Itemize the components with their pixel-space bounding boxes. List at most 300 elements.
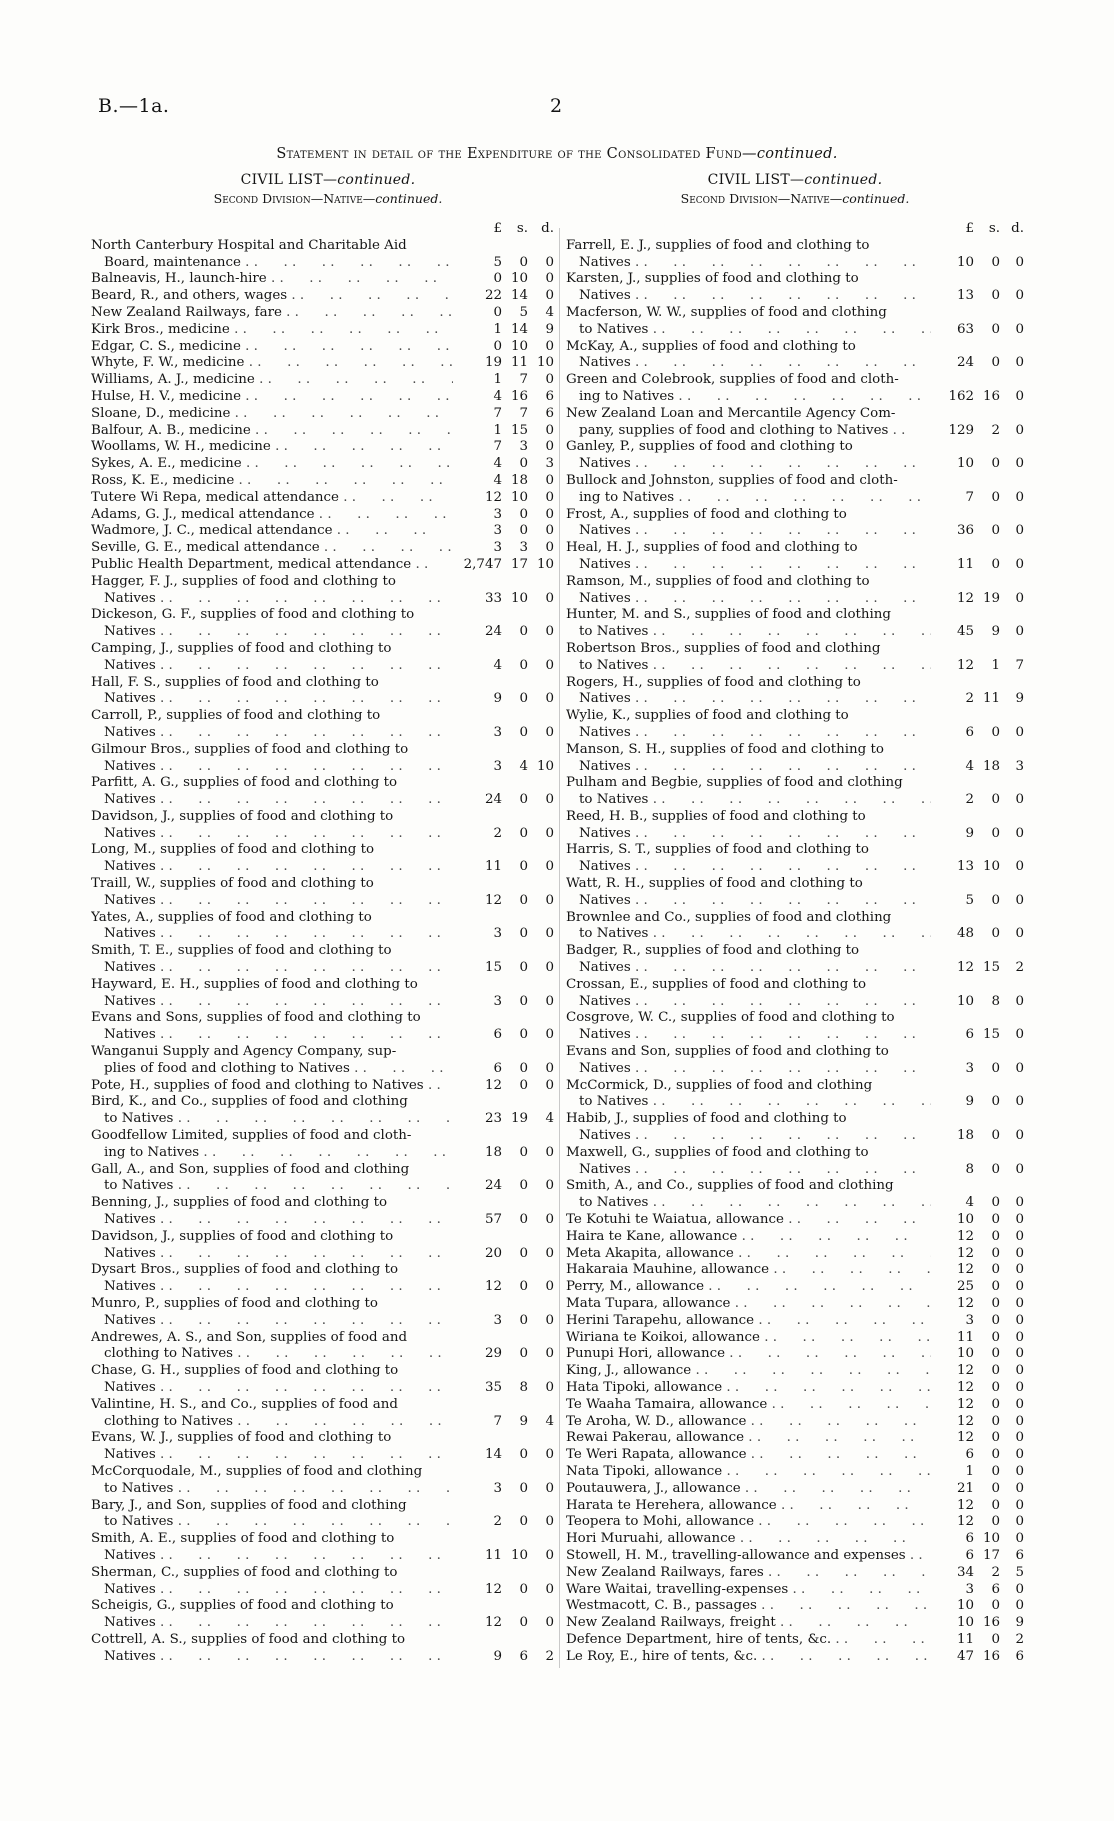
list-item-line <box>91 893 554 910</box>
entry-amount-spacer <box>931 708 1024 725</box>
entry-pounds: 1 <box>493 422 502 438</box>
entry-shillings: 0 <box>519 792 528 808</box>
entry-pounds: 7 <box>965 489 974 505</box>
entry-pounds: 4 <box>965 758 974 774</box>
list-item-line <box>566 691 1024 708</box>
entry-shillings: 0 <box>991 1329 1000 1345</box>
list-item-line <box>566 792 1024 809</box>
entry-amount-spacer <box>453 1010 554 1027</box>
entry-shillings: 0 <box>519 456 528 472</box>
entry-pounds: 63 <box>956 321 974 337</box>
entry-description: Green and Colebrook, supplies of food and cloth- <box>566 372 899 388</box>
entry-description: Gall, A., and Son, supplies of food and clothing <box>91 1161 410 1177</box>
list-item-line <box>91 1531 554 1548</box>
list-item-line <box>566 960 1024 977</box>
entry-amount <box>453 1582 554 1599</box>
entry-amount <box>931 1397 1024 1414</box>
list-item-line <box>566 1246 1024 1263</box>
entry-amount-spacer <box>931 439 1024 456</box>
list-item-line <box>566 607 1024 624</box>
entry-description: Harris, S. T., supplies of food and clothing to <box>566 842 869 858</box>
entry-pounds: 12 <box>956 1497 974 1513</box>
entry-amount <box>931 1246 1024 1263</box>
entry-shillings: 0 <box>519 993 528 1009</box>
entry-shillings: 0 <box>991 926 1000 942</box>
list-item-line <box>566 1514 1024 1531</box>
list-item-line <box>91 641 554 658</box>
list-item-line <box>566 1330 1024 1347</box>
entry-shillings: 0 <box>519 523 528 539</box>
entry-pounds: 12 <box>956 1514 974 1530</box>
list-item-line <box>566 1078 1024 1095</box>
entry-pence: 0 <box>1015 624 1024 640</box>
entry-amount <box>453 389 554 406</box>
entry-pence: 0 <box>545 1279 554 1295</box>
entry-amount <box>931 1582 1024 1599</box>
entry-shillings: 15 <box>982 960 1000 976</box>
entry-amount <box>453 1346 554 1363</box>
entry-amount <box>453 1514 554 1531</box>
entry-description: Munro, P., supplies of food and clothing to <box>91 1296 378 1311</box>
entry-amount-spacer <box>931 372 1024 389</box>
entry-shillings: 9 <box>991 624 1000 640</box>
statement-title <box>0 146 1114 162</box>
entry-description: Evans, W. J., supplies of food and clothing to <box>91 1430 392 1446</box>
list-item-line <box>91 1078 554 1095</box>
entry-amount <box>931 255 1024 272</box>
entry-pence: 0 <box>1015 1480 1024 1496</box>
entry-amount <box>931 1212 1024 1229</box>
entry-description: Adams, G. J., medical attendance . . <box>91 507 453 524</box>
entry-description: Wanganui Supply and Agency Company, sup- <box>91 1044 397 1060</box>
list-item-line <box>566 1363 1024 1380</box>
entry-shillings: 3 <box>519 540 528 556</box>
entry-description: Hagger, F. J., supplies of food and clothing to <box>91 573 396 589</box>
entry-pounds: 10 <box>956 1598 974 1614</box>
list-item-line <box>91 759 554 776</box>
entry-amount <box>931 1296 1024 1313</box>
list-item-line <box>91 1262 554 1279</box>
entry-amount-spacer <box>931 943 1024 960</box>
entry-description: Reed, H. B., supplies of food and clothing to <box>566 808 866 824</box>
entry-amount <box>453 339 554 356</box>
list-item-line <box>566 1027 1024 1044</box>
entry-amount <box>931 1514 1024 1531</box>
entry-description: Evans and Sons, supplies of food and clothing to <box>91 1010 421 1026</box>
entry-pence: 0 <box>1015 1128 1024 1144</box>
entry-pounds: 2 <box>965 691 974 707</box>
entry-description: Camping, J., supplies of food and clothing to <box>91 640 392 656</box>
list-item-line <box>566 859 1024 876</box>
list-item-line <box>566 1464 1024 1481</box>
entry-description: Maxwell, G., supplies of food and clothing to <box>566 1144 869 1160</box>
list-item-line <box>566 1447 1024 1464</box>
entry-shillings: 1 <box>991 657 1000 673</box>
entry-pounds: 4 <box>493 456 502 472</box>
entry-pounds: 48 <box>956 926 974 942</box>
entry-description: Scheigis, G., supplies of food and clothing to <box>91 1598 394 1614</box>
list-item-line <box>566 406 1024 423</box>
entry-pence: 7 <box>1015 657 1024 673</box>
entry-pence: 0 <box>1015 1363 1024 1379</box>
entry-amount-spacer <box>931 1044 1024 1061</box>
entry-shillings: 19 <box>510 1111 528 1127</box>
entry-description: McCormick, D., supplies of food and clothing <box>566 1077 873 1093</box>
list-item-line <box>566 1498 1024 1515</box>
entry-pence: 0 <box>545 926 554 942</box>
entry-amount <box>931 322 1024 339</box>
entry-amount <box>453 1212 554 1229</box>
entry-shillings: 0 <box>519 892 528 908</box>
entry-shillings: 0 <box>519 1178 528 1194</box>
entry-description: Natives . . <box>566 288 931 305</box>
entry-pence: 0 <box>545 1245 554 1261</box>
list-item-line <box>566 842 1024 859</box>
entry-amount-spacer <box>453 1330 554 1347</box>
list-item-line <box>566 1061 1024 1078</box>
list-item-line <box>566 1128 1024 1145</box>
left-currency-pounds: £ <box>493 221 502 236</box>
entry-shillings: 0 <box>991 1396 1000 1412</box>
entry-pence: 0 <box>1015 724 1024 740</box>
entry-description: Harata te Herehera, allowance . . <box>566 1498 931 1515</box>
entry-description: plies of food and clothing to Natives . . <box>91 1061 453 1078</box>
entry-amount-spacer <box>453 1229 554 1246</box>
entry-pounds: 12 <box>484 1615 502 1631</box>
entry-pence: 0 <box>1015 1598 1024 1614</box>
entry-description: Punupi Hori, allowance . . <box>566 1346 931 1363</box>
entry-shillings: 0 <box>991 1363 1000 1379</box>
entry-pence: 0 <box>545 1178 554 1194</box>
entry-amount-spacer <box>931 842 1024 859</box>
entry-amount <box>453 859 554 876</box>
entry-pence: 0 <box>545 960 554 976</box>
entry-amount-spacer <box>453 809 554 826</box>
entry-amount-spacer <box>453 1397 554 1414</box>
list-item-line <box>566 1094 1024 1111</box>
entry-pounds: 12 <box>956 1396 974 1412</box>
entry-description: Long, M., supplies of food and clothing to <box>91 842 375 858</box>
entry-pence: 0 <box>545 1447 554 1463</box>
entry-description: Natives . . <box>91 725 453 742</box>
entry-shillings: 0 <box>519 1212 528 1228</box>
entry-shillings: 11 <box>510 355 528 371</box>
entry-amount <box>931 1414 1024 1431</box>
entry-amount-spacer <box>931 910 1024 927</box>
entry-description: to Natives . . <box>91 1111 453 1128</box>
entry-shillings: 0 <box>991 489 1000 505</box>
entry-shillings: 0 <box>991 355 1000 371</box>
entry-description: Bullock and Johnston, supplies of food and cloth- <box>566 472 898 488</box>
list-item-line <box>91 423 554 440</box>
entry-description: New Zealand Loan and Mercantile Agency Com- <box>566 405 896 421</box>
entry-shillings: 6 <box>519 1648 528 1664</box>
entry-pounds: 5 <box>493 254 502 270</box>
list-item-line <box>566 742 1024 759</box>
entry-pence: 0 <box>545 1346 554 1362</box>
entry-description: Benning, J., supplies of food and clothing to <box>91 1195 388 1211</box>
entry-pounds: 4 <box>493 388 502 404</box>
entry-shillings: 0 <box>991 1430 1000 1446</box>
entry-shillings: 10 <box>510 1547 528 1563</box>
entry-shillings: 0 <box>519 1346 528 1362</box>
entry-shillings: 0 <box>991 1514 1000 1530</box>
entry-description: Natives . . <box>91 1380 453 1397</box>
entry-pence: 5 <box>1015 1564 1024 1580</box>
entry-amount <box>931 389 1024 406</box>
entry-amount <box>453 322 554 339</box>
entry-description: Natives . . <box>91 859 453 876</box>
entry-description: Natives . . <box>566 1061 931 1078</box>
entry-shillings: 0 <box>991 456 1000 472</box>
entry-shillings: 0 <box>991 1480 1000 1496</box>
entry-description: Williams, A. J., medicine . . <box>91 372 453 389</box>
entry-shillings: 16 <box>982 1615 1000 1631</box>
entry-amount <box>453 691 554 708</box>
entry-shillings: 0 <box>991 1296 1000 1311</box>
list-item-line <box>566 1313 1024 1330</box>
list-item-line <box>566 826 1024 843</box>
entry-pounds: 29 <box>484 1346 502 1362</box>
entry-pounds: 12 <box>956 1413 974 1429</box>
entry-amount <box>931 591 1024 608</box>
entry-pounds: 0 <box>493 271 502 287</box>
entry-amount-spacer <box>453 1498 554 1515</box>
entry-shillings: 0 <box>991 1094 1000 1110</box>
entry-description: Whyte, F. W., medicine . . <box>91 355 453 372</box>
entry-description: Manson, S. H., supplies of food and clothing to <box>566 741 884 757</box>
list-item-line <box>91 994 554 1011</box>
entry-description: Tutere Wi Repa, medical attendance . . <box>91 490 453 507</box>
entry-pence: 10 <box>536 355 554 371</box>
left-currency-header <box>91 221 554 238</box>
list-item-line <box>91 1128 554 1145</box>
list-item-line <box>91 1363 554 1380</box>
entry-pence: 9 <box>545 321 554 337</box>
list-item-line <box>91 540 554 557</box>
entry-amount <box>931 1061 1024 1078</box>
entry-shillings: 9 <box>519 1413 528 1429</box>
entry-description: Cosgrove, W. C., supplies of food and clothing to <box>566 1010 895 1026</box>
entry-pence: 0 <box>1015 1212 1024 1228</box>
left-heading-label: CIVIL LIST— <box>240 172 338 188</box>
list-item-line <box>91 574 554 591</box>
entry-pence: 10 <box>536 556 554 572</box>
entry-amount-spacer <box>931 1178 1024 1195</box>
entry-description: Heal, H. J., supplies of food and clothing to <box>566 540 858 556</box>
entry-amount <box>931 1464 1024 1481</box>
entry-shillings: 0 <box>991 288 1000 304</box>
entry-description: Chase, G. H., supplies of food and clothing to <box>91 1363 399 1379</box>
list-item-line <box>566 1229 1024 1246</box>
entry-description: Carroll, P., supplies of food and clothing to <box>91 708 381 724</box>
entry-shillings: 0 <box>991 1279 1000 1295</box>
entry-pence: 0 <box>545 1379 554 1395</box>
entry-pence: 0 <box>545 624 554 640</box>
entry-pounds: 18 <box>484 1144 502 1160</box>
entry-pounds: 18 <box>956 1128 974 1144</box>
entry-pence: 0 <box>1015 1296 1024 1311</box>
entry-pence: 0 <box>545 1027 554 1043</box>
list-item-line <box>566 1346 1024 1363</box>
entry-pence: 0 <box>545 590 554 606</box>
entry-pounds: 12 <box>484 1279 502 1295</box>
entry-amount <box>931 691 1024 708</box>
entry-pounds: 13 <box>956 859 974 875</box>
list-item-line <box>91 960 554 977</box>
entry-pounds: 6 <box>965 1531 974 1547</box>
entry-amount-spacer <box>931 574 1024 591</box>
entry-description: ing to Natives . . <box>91 1145 453 1162</box>
entry-shillings: 10 <box>510 489 528 505</box>
entry-pounds: 1 <box>493 321 502 337</box>
entry-amount-spacer <box>453 1296 554 1313</box>
entry-pounds: 24 <box>484 624 502 640</box>
entry-pounds: 9 <box>965 1094 974 1110</box>
list-item-line <box>566 1531 1024 1548</box>
entry-description: Woollams, W. H., medicine . . <box>91 439 453 456</box>
entry-shillings: 0 <box>991 724 1000 740</box>
entry-pence: 0 <box>545 825 554 841</box>
entry-amount-spacer <box>453 842 554 859</box>
entry-pounds: 15 <box>484 960 502 976</box>
entry-description: Natives . . <box>91 893 453 910</box>
entry-pounds: 7 <box>493 1413 502 1429</box>
list-item-line <box>91 523 554 540</box>
entry-pounds: 12 <box>956 1245 974 1261</box>
entry-pounds: 1 <box>965 1463 974 1479</box>
entry-description: Brownlee and Co., supplies of food and clothing <box>566 909 892 925</box>
entry-description: Andrewes, A. S., and Son, supplies of food and <box>91 1329 408 1345</box>
entry-amount-spacer <box>931 977 1024 994</box>
entry-pounds: 12 <box>484 892 502 908</box>
entry-pounds: 11 <box>956 1631 974 1647</box>
entry-pounds: 12 <box>956 1262 974 1278</box>
entry-description: Hata Tipoki, allowance . . <box>566 1380 931 1397</box>
entry-description: Herini Tarapehu, allowance . . <box>566 1313 931 1330</box>
entry-amount <box>931 1279 1024 1296</box>
entry-description: Natives . . <box>566 1162 931 1179</box>
entry-pounds: 35 <box>484 1379 502 1395</box>
entry-shillings: 15 <box>510 422 528 438</box>
entry-pence: 0 <box>545 439 554 455</box>
list-item-line <box>91 1514 554 1531</box>
entry-description: Davidson, J., supplies of food and clothing to <box>91 1228 394 1244</box>
entry-pence: 6 <box>545 405 554 421</box>
entry-description: Habib, J., supplies of food and clothing to <box>566 1111 847 1127</box>
entry-pounds: 3 <box>965 1312 974 1328</box>
entry-pounds: 6 <box>965 1027 974 1043</box>
entry-description: Natives . . <box>91 1649 453 1666</box>
entry-shillings: 0 <box>991 556 1000 572</box>
entry-pence: 0 <box>545 422 554 438</box>
list-item-line <box>566 641 1024 658</box>
entry-pounds: 1 <box>493 372 502 388</box>
entry-description: Public Health Department, medical attendance . . <box>91 557 453 574</box>
entry-pence: 0 <box>545 372 554 388</box>
entry-pence: 2 <box>1015 960 1024 976</box>
entry-description: Valintine, H. S., and Co., supplies of food and <box>91 1396 398 1412</box>
entry-description: Gilmour Bros., supplies of food and clothing to <box>91 741 409 757</box>
list-item-line <box>91 1632 554 1649</box>
list-item-line <box>91 1296 554 1313</box>
entry-amount <box>931 893 1024 910</box>
left-currency-spacer <box>91 221 453 238</box>
list-item-line <box>91 322 554 339</box>
entry-description: Natives . . <box>91 960 453 977</box>
entry-description: Ramson, M., supplies of food and clothing to <box>566 573 870 589</box>
entry-description: Sykes, A. E., medicine . . <box>91 456 453 473</box>
list-item-line <box>91 490 554 507</box>
entry-shillings: 0 <box>991 825 1000 841</box>
entry-amount-spacer <box>931 507 1024 524</box>
list-item-line <box>91 943 554 960</box>
entry-amount <box>453 423 554 440</box>
entry-pence: 2 <box>545 1648 554 1664</box>
list-item-line <box>91 288 554 305</box>
entry-amount-spacer <box>931 675 1024 692</box>
entry-pounds: 7 <box>493 439 502 455</box>
entry-pence: 0 <box>1015 1245 1024 1261</box>
entry-amount-spacer <box>453 775 554 792</box>
entry-amount <box>931 826 1024 843</box>
list-item-line <box>566 423 1024 440</box>
entry-pounds: 24 <box>484 792 502 808</box>
entry-shillings: 10 <box>510 338 528 354</box>
entry-pounds: 25 <box>956 1279 974 1295</box>
entry-shillings: 0 <box>519 657 528 673</box>
entry-description: Natives . . <box>91 1212 453 1229</box>
entry-description: Edgar, C. S., medicine . . <box>91 339 453 356</box>
entry-pounds: 3 <box>493 540 502 556</box>
list-item-line <box>566 1010 1024 1027</box>
entry-description: Karsten, J., supplies of food and clothing to <box>566 271 859 287</box>
entry-description: to Natives . . <box>566 1195 931 1212</box>
entry-description: to Natives . . <box>91 1514 453 1531</box>
entry-pence: 0 <box>545 1480 554 1496</box>
entry-shillings: 0 <box>991 254 1000 270</box>
entry-amount-spacer <box>453 708 554 725</box>
entry-shillings: 0 <box>519 1514 528 1530</box>
entry-pence: 0 <box>1015 288 1024 304</box>
entry-shillings: 0 <box>991 1212 1000 1228</box>
entry-amount <box>931 1027 1024 1044</box>
entry-amount <box>453 271 554 288</box>
entry-shillings: 2 <box>991 422 1000 438</box>
entry-amount <box>453 926 554 943</box>
entry-shillings: 0 <box>991 523 1000 539</box>
list-item-line <box>566 926 1024 943</box>
entry-description: Natives . . <box>566 826 931 843</box>
left-expenditure-list <box>91 221 554 1666</box>
entry-amount-spacer <box>453 1044 554 1061</box>
entry-description: Frost, A., supplies of food and clothing to <box>566 506 847 522</box>
list-item-line <box>91 1195 554 1212</box>
entry-pence: 0 <box>1015 321 1024 337</box>
entry-pence: 0 <box>1015 1447 1024 1463</box>
list-item-line <box>566 994 1024 1011</box>
entry-pence: 0 <box>545 1077 554 1093</box>
entry-pounds: 36 <box>956 523 974 539</box>
entry-pence: 0 <box>1015 892 1024 908</box>
entry-amount <box>453 591 554 608</box>
entry-shillings: 0 <box>519 1027 528 1043</box>
entry-amount-spacer <box>931 305 1024 322</box>
entry-description: Evans and Son, supplies of food and clothing to <box>566 1044 889 1060</box>
entry-amount <box>453 1061 554 1078</box>
list-item-line <box>566 876 1024 893</box>
entry-pounds: 7 <box>493 405 502 421</box>
